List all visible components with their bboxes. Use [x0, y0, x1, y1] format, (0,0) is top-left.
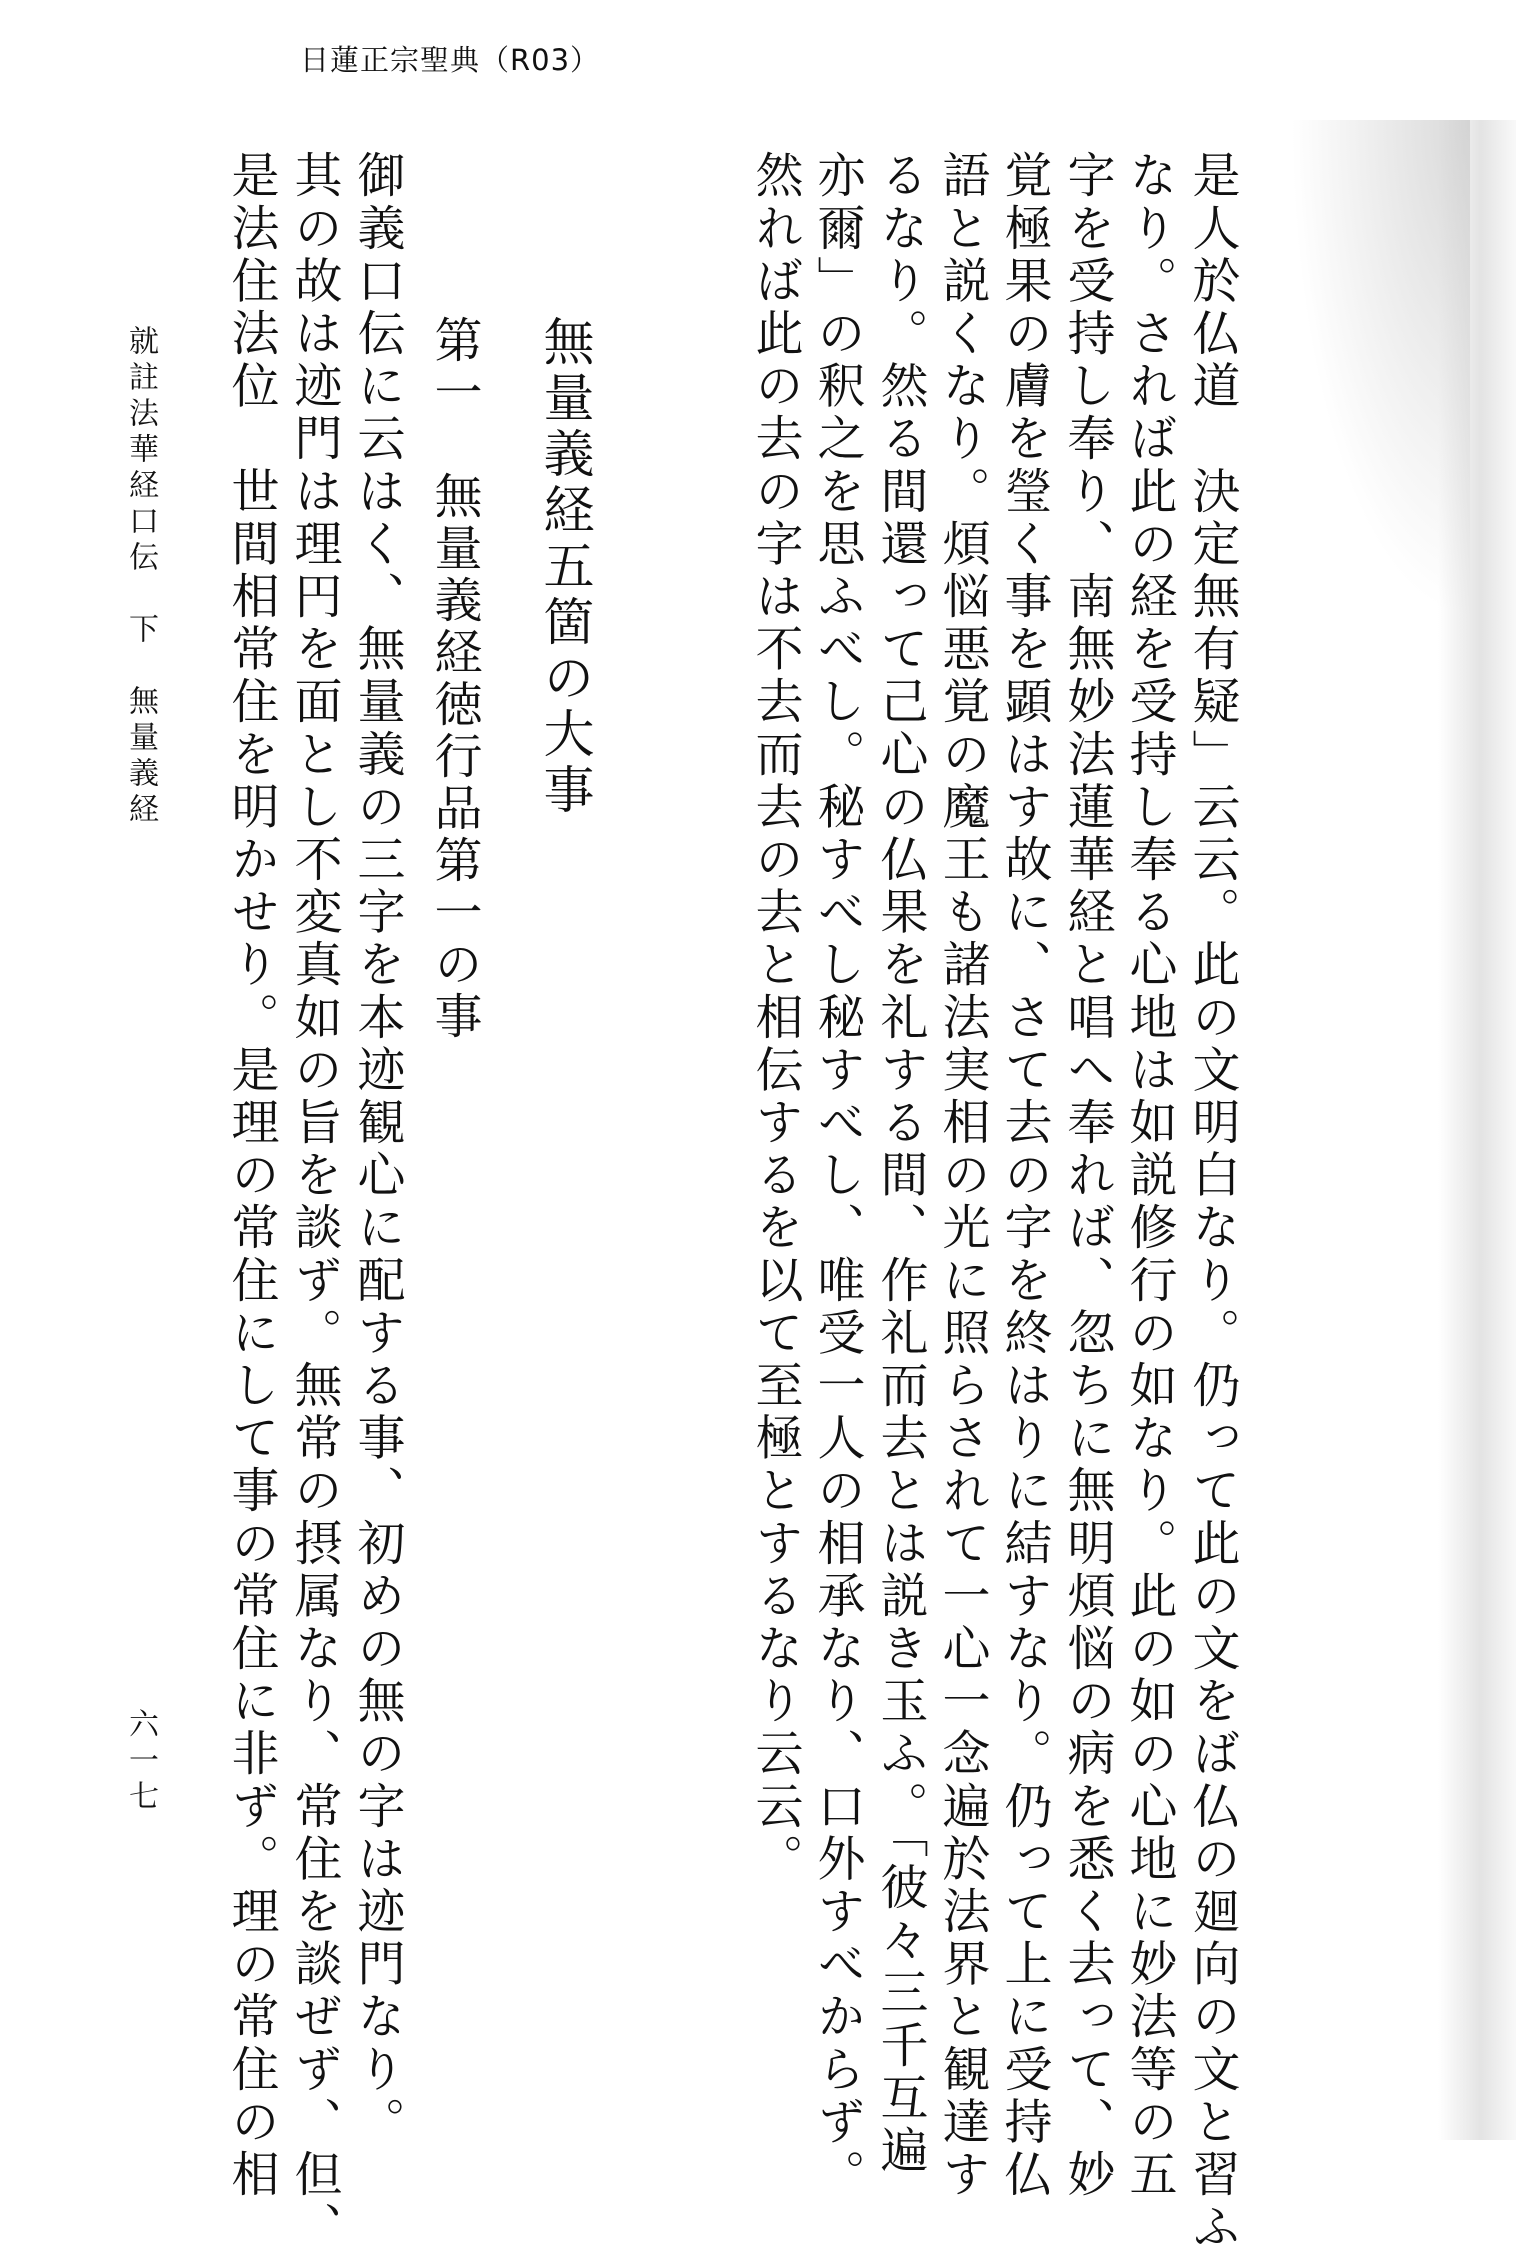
text-column-6: るなり。然る間還って己心の仏果を礼する間、作礼而去とは説き玉ふ。「彼々三千互遍	[872, 150, 928, 2178]
text-column-9: 御義口伝に云はく、無量義の三字を本迹観心に配する事、初めの無の字は迹門なり。	[349, 150, 405, 2149]
text-column-2: なり。されば此の経を受持し奉る心地は如説修行の如なり。此の如の心地に妙法等の五	[1121, 150, 1177, 2202]
text-column-5: 語と説くなり。煩悩悪覚の魔王も諸法実相の光に照らされて一心一念遍於法界と観達す	[934, 150, 990, 2202]
running-footer: 就註法華経口伝 下 無量義経	[123, 325, 158, 829]
text-column-1: 是人於仏道 決定無有疑」云云。此の文明白なり。仍って此の文をば仏の廻向の文と習ふ	[1184, 150, 1240, 2254]
text-column-3: 字を受持し奉り、南無妙法蓮華経と唱へ奉れば、忽ちに無明煩悩の病を悉く去って、妙	[1059, 150, 1115, 2202]
text-column-10: 其の故は迹門は理円を面とし不変真如の旨を談ず。無常の摂属なり、常住を談ぜず、但、	[286, 150, 342, 2254]
text-column-8: 然れば此の去の字は不去而去の去と相伝するを以て至極とするなり云云。	[747, 150, 803, 1886]
text-column-7: 亦爾」の釈之を思ふべし。秘すべし秘すべし、唯受一人の相承なり、口外すべからず。	[809, 150, 865, 2202]
scan-shadow-edge	[1438, 120, 1516, 2140]
text-column-4: 覚極果の膚を瑩く事を顕はす故に、さて去の字を終はりに結すなり。仍って上に受持仏	[996, 150, 1052, 2202]
text-column-11: 是法住法位 世間相常住を明かせり。是理の常住にして事の常住に非ず。理の常住の相	[223, 150, 279, 2202]
section-subtitle: 第一 無量義経徳行品第一の事	[426, 315, 482, 1043]
page-header: 日蓮正宗聖典（R03）	[300, 43, 601, 77]
section-title: 無量義経五箇の大事	[534, 315, 593, 819]
page-number: 六一七	[123, 1708, 158, 1816]
